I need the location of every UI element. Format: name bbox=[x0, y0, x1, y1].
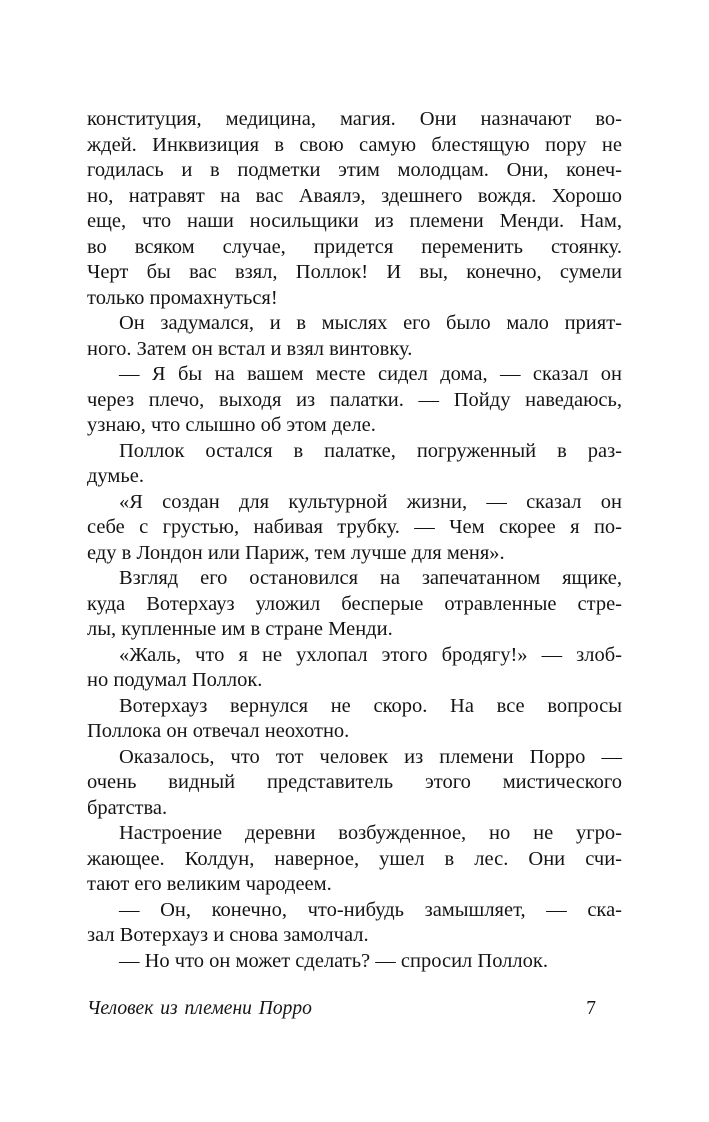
text-line: Взгляд его остановился на запечатанном ящике, bbox=[119, 567, 622, 589]
running-title: Человек из племени Порро bbox=[87, 998, 312, 1019]
paragraph bbox=[87, 566, 622, 643]
text-line: конституция, медицина, магия. Они назначают во- bbox=[87, 108, 622, 130]
paragraph bbox=[87, 362, 622, 439]
text-line: Он задумался, и в мыслях его было мало прият- bbox=[119, 312, 622, 334]
text-line: только промахнуться! bbox=[87, 286, 278, 309]
page-number: 7 bbox=[586, 998, 596, 1019]
text-line: братства. bbox=[87, 796, 168, 819]
text-line: Черт бы вас взял, Поллок! И вы, конечно, сумели bbox=[87, 261, 622, 283]
text-line: Оказалось, что тот человек из племени Порро — bbox=[119, 745, 622, 768]
text-line: — Он, конечно, что-нибудь замышляет, — ска- bbox=[119, 898, 622, 921]
text-line: во всяком случае, придется переменить стоянку. bbox=[87, 235, 622, 258]
text-line: через плечо, выходя из палатки. — Пойду наведаюсь, bbox=[87, 388, 622, 411]
paragraph bbox=[87, 439, 622, 490]
text-line: зал Вотерхауз и снова замолчал. bbox=[87, 924, 369, 946]
text-line: но подумал Поллок. bbox=[87, 669, 263, 691]
text-line: тают его великим чародеем. bbox=[87, 873, 332, 895]
text-line: еще, что наши носильщики из племени Менди. Нам, bbox=[87, 210, 622, 232]
paragraph bbox=[87, 694, 622, 745]
paragraph bbox=[87, 643, 622, 694]
text-line: лы, купленные им в стране Менди. bbox=[87, 618, 393, 640]
text-line: себе с грустью, набивая трубку. — Чем скорее я по- bbox=[87, 516, 622, 538]
paragraph bbox=[87, 949, 622, 975]
paragraph bbox=[87, 311, 622, 362]
text-line: «Жаль, что я не ухлопал этого бродягу!» — злоб- bbox=[119, 643, 622, 666]
text-line: Вотерхауз вернулся не скоро. На все вопросы bbox=[119, 694, 622, 717]
text-line: Поллока он отвечал неохотно. bbox=[87, 720, 350, 742]
text-line: но, натравят на вас Аваялэ, здешнего вождя. Хорошо bbox=[87, 184, 622, 207]
text-line: ного. Затем он встал и взял винтовку. bbox=[87, 337, 413, 360]
text-line: годилась и в подметки этим молодцам. Они, конеч- bbox=[87, 159, 622, 181]
body-text bbox=[87, 107, 622, 974]
text-line: Настроение деревни возбужденное, но не угро- bbox=[119, 822, 622, 844]
text-line: ждей. Инквизиция в свою самую блестящую пору не bbox=[87, 133, 622, 156]
text-line: очень видный представитель этого мистического bbox=[87, 771, 622, 793]
text-line: — Я бы на вашем месте сидел дома, — сказал он bbox=[119, 363, 622, 385]
paragraph bbox=[87, 107, 622, 311]
paragraph bbox=[87, 898, 622, 949]
text-line: куда Вотерхауз уложил бесперые отравленные стре- bbox=[87, 592, 622, 615]
text-line: Поллок остался в палатке, погруженный в раз- bbox=[119, 439, 622, 462]
text-line: жающее. Колдун, наверное, ушел в лес. Они счи- bbox=[87, 847, 622, 870]
text-line: еду в Лондон или Париж, тем лучше для меня». bbox=[87, 541, 505, 564]
text-line: узнаю, что слышно об этом деле. bbox=[87, 414, 376, 436]
paragraph bbox=[87, 745, 622, 822]
text-line: «Я создан для культурной жизни, — сказал он bbox=[119, 490, 622, 513]
text-line: думье. bbox=[87, 465, 144, 487]
paragraph bbox=[87, 490, 622, 567]
page-footer bbox=[87, 997, 622, 1021]
paragraph bbox=[87, 821, 622, 898]
text-line: — Но что он может сделать? — спросил Поллок. bbox=[119, 949, 548, 972]
